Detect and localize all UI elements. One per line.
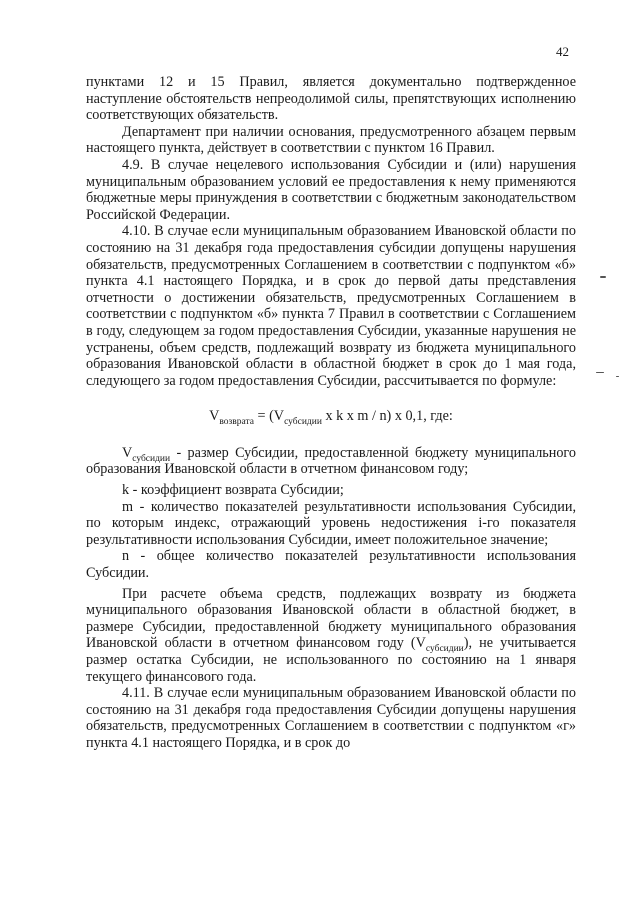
paragraph-calculation <box>86 586 576 686</box>
scan-speck <box>616 376 619 377</box>
definition-k: k - коэффициент возврата Субсидии; <box>122 482 344 499</box>
page-number: 42 <box>556 44 569 59</box>
paragraph-4-9: 4.9. В случае нецелевого использования Субсидии и (или) нарушения муниципальным образованием условий ее предоставления к нему применяются бюджетные меры принуждения в соответствии с бюджетным законодательством Российской Федерации. <box>86 156 576 223</box>
formula-mid-sub: субсидии <box>284 417 322 428</box>
calc-sub: субсидии <box>425 644 464 655</box>
paragraph-department: Департамент при наличии основания, предусмотренного абзацем первым настоящего пункта, действует в соответствии с пунктом 16 Правил. <box>86 123 576 157</box>
formula-mid: = (V <box>253 408 285 425</box>
definition-text: - размер Субсидии, предоставленной бюджету муниципального образования Ивановской области в отчетном финансовом году; <box>86 444 576 478</box>
calc-text-after: ), не учитывается размер остатка Субсидии, не использованного по состоянию на 1 января текущего финансового года. <box>86 635 576 685</box>
scan-speck <box>596 372 604 373</box>
calc-text-before: При расчете объема средств, подлежащих возврату из бюджета муниципального образования Ивановской области в областной бюджет, в размере Субсидии, предоставленной бюджету муниципального образования Ивановской области в отчетном финансовом году (V <box>86 585 576 652</box>
paragraph-4-11: 4.11. В случае если муниципальным образованием Ивановской области по состоянию на 31 декабря года предоставления Субсидии допущены нарушения обязательств, предусмотренных Соглашением в соответствии с подпунктом «г» пункта 4.1 настоящего Порядка, и в срок до <box>86 685 576 751</box>
formula-lhs: V <box>209 408 220 425</box>
definition-n: n - общее количество показателей результативности использования Субсидии. <box>86 548 576 582</box>
paragraph-4-10: 4.10. В случае если муниципальным образованием Ивановской области по состоянию на 31 декабря года предоставления субсидии допущены нарушения обязательств, предусмотренных Соглашением в соответствии с подпунктом «б» пункта 4.1 настоящего Порядка, и в срок до первой даты представления отчетности о достижении обязательств, предусмотренных Соглашением в соответствии с подпунктом «б» пункта 7 Правил в соответствии с Соглашением в году, следующем за годом предоставления Субсидии, указанные нарушения не устранены, объем средств, подлежащий возврату из бюджета муниципального образования Ивановской области в областной бюджет в срок до 1 мая года, следующего за годом предоставления Субсидии, рассчитывается по формуле: <box>86 223 576 389</box>
definition-symbol-sub: субсидии <box>132 453 171 464</box>
return-formula <box>86 408 576 428</box>
formula-lhs-sub: возврата <box>219 417 254 428</box>
formula-rest: x k x m / n) x 0,1, где: <box>321 408 453 425</box>
definition-m: m - количество показателей результативности использования Субсидии, по которым индекс, отражающий уровень недостижения i-го показателя результативности использования Субсидии, имеет положительное значение; <box>86 498 576 548</box>
scan-speck <box>600 276 606 278</box>
document-body <box>86 74 576 752</box>
definition-symbol: V <box>122 444 133 461</box>
paragraph-continuation: пунктами 12 и 15 Правил, является документально подтвержденное наступление обстоятельств непреодолимой силы, препятствующих исполнению соответствующих обязательств. <box>86 74 576 124</box>
definition-v-subsidy <box>86 445 576 478</box>
